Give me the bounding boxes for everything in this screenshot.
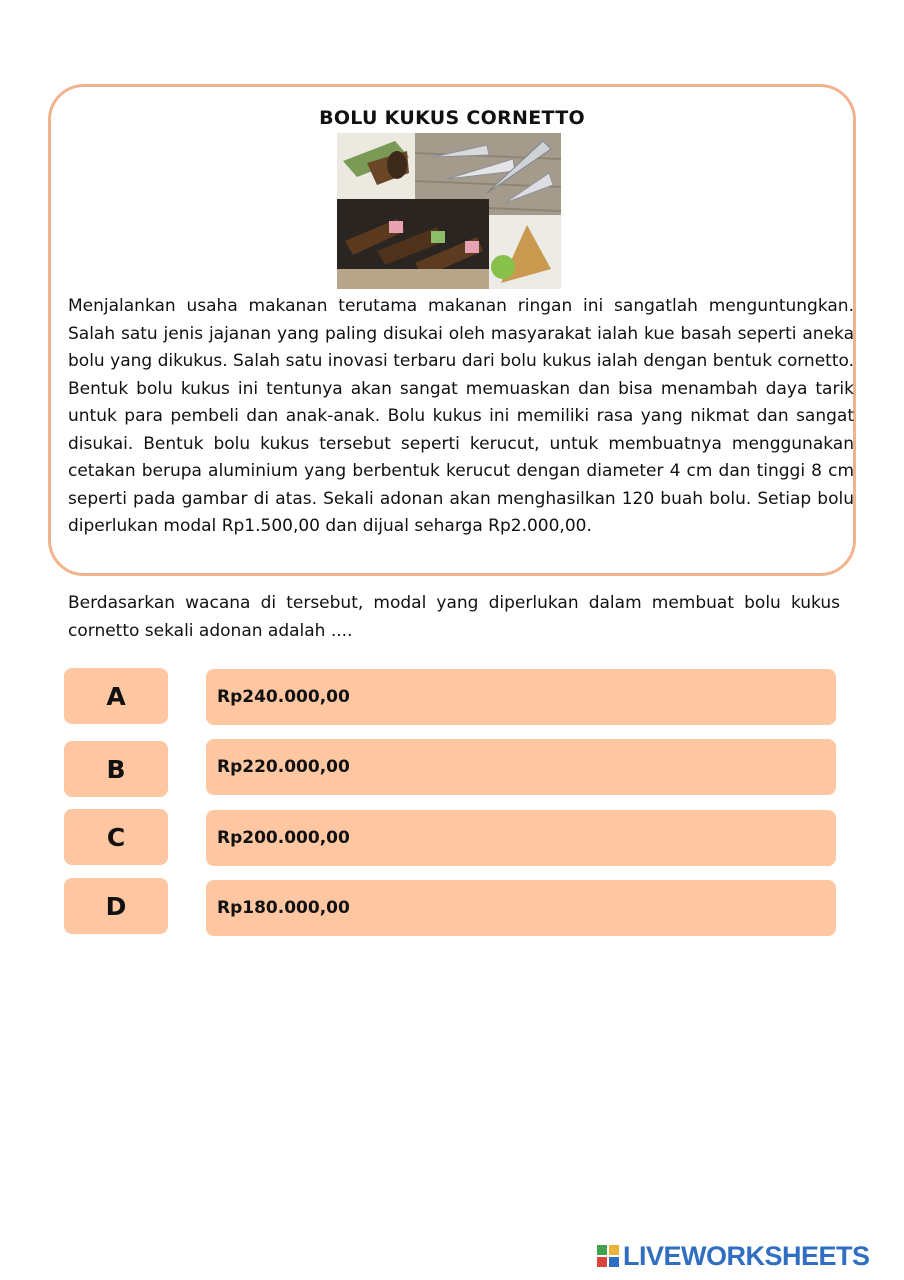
question-text: Berdasarkan wacana di tersebut, modal yang diperlukan dalam membuat bolu kukus cornetto sekali adonan adalah .... (68, 593, 840, 641)
cornetto-photo (337, 133, 561, 289)
option-b-answer[interactable]: Rp220.000,00 (206, 739, 836, 795)
option-a-answer[interactable]: Rp240.000,00 (206, 669, 836, 725)
reading-title: BOLU KUKUS CORNETTO (319, 107, 585, 129)
reading-box (48, 84, 856, 576)
liveworksheets-logo (597, 1240, 870, 1272)
option-d-letter[interactable]: D (64, 878, 168, 934)
reading-passage: Menjalankan usaha makanan terutama makanan ringan ini sangatlah menguntungkan. Salah satu jenis jajanan yang paling disukai oleh masyarakat ialah kue basah seperti aneka bolu yang dikukus. Salah satu inovasi terbaru dari bolu kukus ialah dengan bentuk cornetto. Bentuk bolu kukus ini tentunya akan sangat memuaskan dan bisa menambah daya tarik untuk para pembeli dan anak-anak. Bolu kukus ini memiliki rasa yang nikmat dan sangat disukai. Bentuk bolu kukus tersebut seperti kerucut, untuk membuatnya menggunakan cetakan berupa aluminium yang berbentuk kerucut dengan diameter 4 cm dan tinggi 8 cm seperti pada gambar di atas. Sekali adonan akan menghasilkan 120 buah bolu. Setiap bolu diperlukan modal Rp1.500,00 dan dijual seharga Rp2.000,00. (68, 296, 854, 536)
option-d-answer[interactable]: Rp180.000,00 (206, 880, 836, 936)
option-c-letter[interactable]: C (64, 809, 168, 865)
option-a-letter[interactable]: A (64, 668, 168, 724)
liveworksheets-grid-icon (597, 1245, 619, 1267)
option-b-letter[interactable]: B (64, 741, 168, 797)
liveworksheets-wordmark: LIVEWORKSHEETS (623, 1240, 870, 1271)
option-c-answer[interactable]: Rp200.000,00 (206, 810, 836, 866)
